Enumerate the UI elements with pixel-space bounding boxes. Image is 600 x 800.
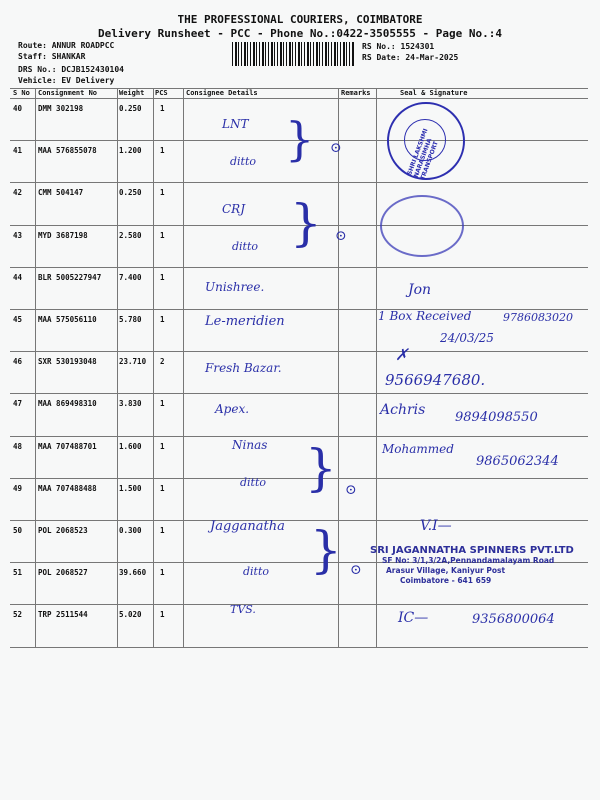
cell-pcs: 1 — [160, 399, 165, 409]
cell-sno: 49 — [13, 483, 23, 493]
cell-weight: 1.500 — [119, 483, 142, 493]
handwritten-phone: 9566947680. — [385, 371, 486, 389]
col-header-seal: Seal & Signature — [400, 89, 468, 97]
cell-pcs: 1 — [160, 483, 165, 493]
cell-consignment: MAA 576855078 — [38, 146, 97, 156]
cell-sno: 41 — [13, 146, 23, 156]
staff-label: Staff: SHANKAR — [18, 52, 86, 61]
cell-consignment: MAA 707488488 — [38, 483, 97, 493]
handwritten-consignee: Fresh Bazar. — [205, 361, 282, 375]
handwritten-phone: 9356800064 — [472, 612, 555, 627]
signature: Achris — [380, 402, 426, 418]
cell-consignment: MYD 3687198 — [38, 230, 88, 240]
table-row — [10, 309, 588, 351]
handwritten-phone: 9894098550 — [455, 410, 538, 425]
cell-weight: 23.710 — [119, 357, 147, 367]
company-stamp: SRI JAGANNATHA SPINNERS PVT.LTD SF No: 3/1,3/2A,Pennandamalayam Road Arasur Village, Kaniyur Post Coimbatore - 641 659 — [370, 545, 574, 585]
col-header-pcs: PCS — [155, 89, 168, 97]
cell-weight: 7.400 — [119, 272, 142, 282]
cell-pcs: 1 — [160, 104, 165, 113]
col-header-weight: Weight — [119, 89, 145, 97]
handwritten-consignee: ditto — [240, 476, 267, 489]
cell-weight: 5.780 — [119, 315, 142, 324]
cell-consignment: MAA 707488701 — [38, 441, 97, 451]
handwritten-consignee: Jagganatha — [210, 519, 285, 534]
cell-sno: 42 — [13, 188, 23, 198]
signature: IC— — [398, 610, 429, 626]
col-header-sno: S No — [13, 89, 30, 97]
cell-pcs: 1 — [160, 526, 165, 535]
circled-mark: ⊙ — [350, 562, 362, 578]
cell-sno: 40 — [13, 104, 23, 113]
rs-date-label: RS Date: 24-Mar-2025 — [362, 53, 459, 62]
cell-weight: 0.250 — [119, 104, 142, 113]
circled-mark: ⊙ — [345, 482, 357, 498]
handwritten-date: 24/03/25 — [440, 331, 494, 345]
handwritten-phone: 9786083020 — [503, 311, 573, 324]
cell-sno: 48 — [13, 441, 23, 451]
cell-consignment: BLR 5005227947 — [38, 272, 102, 282]
page-subtitle: Delivery Runsheet - PCC - Phone No.:0422-3505555 - Page No.:4 — [98, 27, 502, 40]
signature: Jon — [408, 282, 432, 298]
cell-sno: 46 — [13, 357, 23, 367]
cell-sno: 52 — [13, 610, 23, 620]
rs-no-label: RS No.: 1524301 — [362, 42, 435, 51]
col-header-consignment: Consignment No — [38, 89, 98, 97]
handwritten-consignee: ditto — [243, 565, 270, 578]
cell-pcs: 1 — [160, 230, 165, 240]
cell-pcs: 1 — [160, 441, 165, 451]
cell-pcs: 1 — [160, 188, 165, 198]
handwritten-consignee: ditto — [232, 240, 259, 253]
cell-pcs: 1 — [160, 272, 165, 282]
transport-round-stamp: SHRI LAKSHMI NARASIMHA TRANSPORT — [387, 102, 465, 180]
col-header-remarks: Remarks — [341, 89, 371, 97]
cell-pcs: 1 — [160, 610, 165, 620]
circled-mark: ⊙ — [335, 228, 347, 244]
handwritten-consignee: Unishree. — [205, 280, 265, 294]
vehicle-label: Vehicle: EV Delivery — [18, 76, 115, 85]
runsheet-table — [10, 88, 588, 726]
cell-consignment: CMM 504147 — [38, 188, 84, 198]
col-header-consignee: Consignee Details — [186, 89, 258, 97]
drs-label: DRS No.: DCJB152430104 — [18, 65, 124, 74]
cell-weight: 0.300 — [119, 526, 142, 535]
cell-sno: 44 — [13, 272, 23, 282]
cell-consignment: SXR 530193048 — [38, 357, 97, 367]
cell-consignment: DMM 302198 — [38, 104, 84, 113]
cell-consignment: TRP 2511544 — [38, 610, 88, 620]
cell-pcs: 1 — [160, 315, 165, 324]
cell-weight: 2.580 — [119, 230, 142, 240]
handwritten-note: 1 Box Received — [378, 309, 472, 323]
table-row — [10, 351, 588, 393]
cell-weight: 3.830 — [119, 399, 142, 409]
cell-sno: 50 — [13, 526, 23, 535]
handwritten-consignee: Le-meridien — [205, 314, 285, 329]
cell-sno: 45 — [13, 315, 23, 324]
cell-weight: 0.250 — [119, 188, 142, 198]
signature: Mohammed — [382, 442, 454, 456]
handwritten-consignee: Ninas — [232, 438, 268, 452]
brace-mark: } — [310, 521, 342, 579]
barcode — [232, 42, 354, 66]
cell-pcs: 2 — [160, 357, 165, 367]
cell-weight: 1.600 — [119, 441, 142, 451]
handwritten-consignee: LNT — [222, 117, 249, 131]
cell-consignment: POL 2068523 — [38, 526, 88, 535]
cell-weight: 39.660 — [119, 568, 147, 578]
page-title: THE PROFESSIONAL COURIERS, COIMBATORE — [177, 13, 423, 26]
cell-consignment: MAA 575056110 — [38, 315, 97, 324]
round-stamp-faded — [380, 195, 464, 257]
cell-weight: 5.020 — [119, 610, 142, 620]
signature: V.I— — [420, 518, 452, 534]
circled-mark: ⊙ — [330, 140, 342, 156]
cell-consignment: MAA 869498310 — [38, 399, 97, 409]
cell-weight: 1.200 — [119, 146, 142, 156]
handwritten-consignee: ditto — [230, 155, 257, 168]
cell-consignment: POL 2068527 — [38, 568, 88, 578]
handwritten-phone: 9865062344 — [476, 454, 559, 469]
table-row — [10, 478, 588, 520]
brace-mark: } — [285, 112, 315, 166]
signature: ✗ — [395, 345, 409, 364]
brace-mark: } — [305, 439, 337, 497]
route-label: Route: ANNUR ROADPCC — [18, 41, 115, 50]
cell-pcs: 1 — [160, 568, 165, 578]
table-row — [10, 267, 588, 309]
cell-sno: 51 — [13, 568, 23, 578]
handwritten-consignee: Apex. — [215, 402, 250, 416]
brace-mark: } — [290, 194, 322, 252]
handwritten-consignee: TVS. — [230, 603, 256, 616]
handwritten-consignee: CRJ — [222, 202, 246, 216]
cell-sno: 47 — [13, 399, 23, 409]
cell-sno: 43 — [13, 230, 23, 240]
cell-pcs: 1 — [160, 146, 165, 156]
